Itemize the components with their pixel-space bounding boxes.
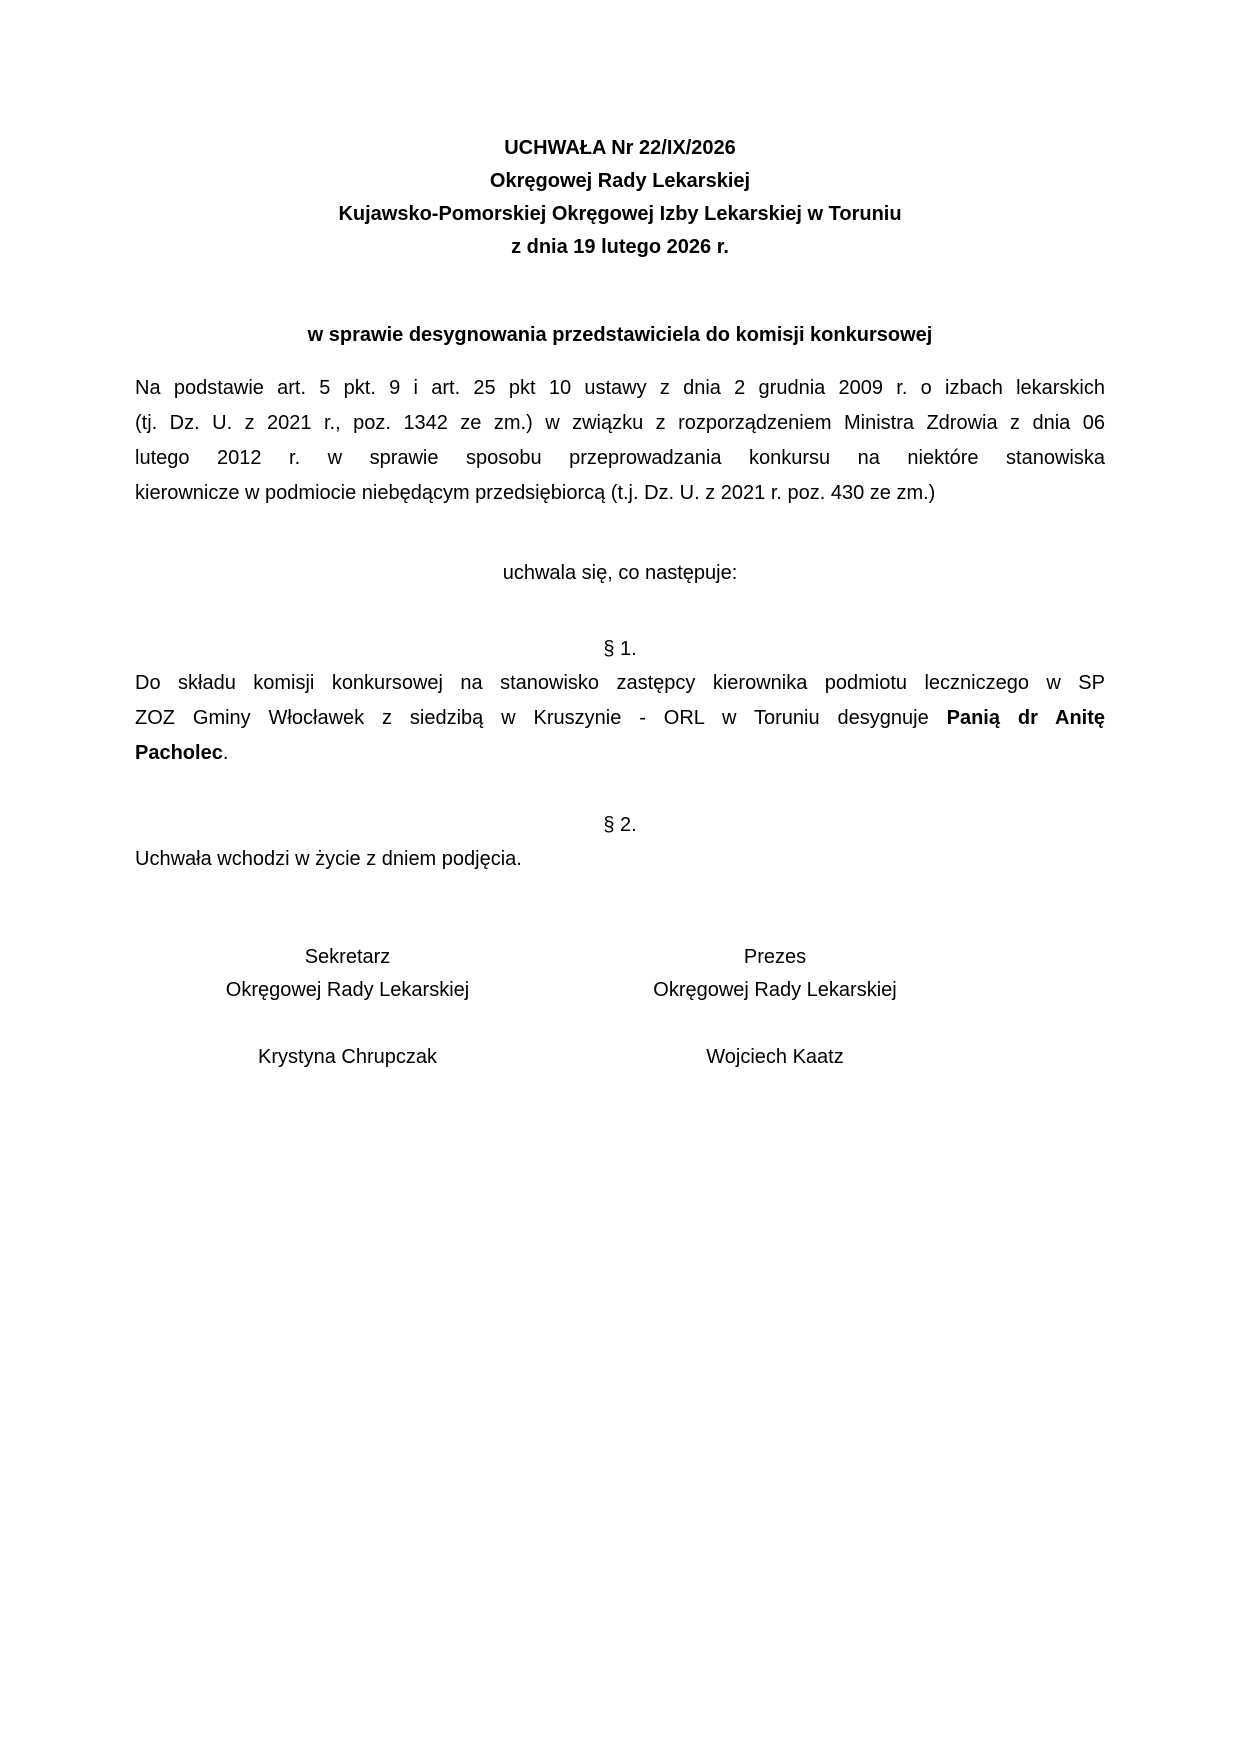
- signature-left-role-title: Sekretarz: [304, 946, 391, 968]
- signature-left: [135, 941, 560, 1074]
- title-issuing-body: Okręgowej Rady Lekarskiej: [489, 170, 751, 192]
- section-1-paragraph: [135, 666, 1105, 771]
- section-1-line: Do składu komisji konkursowej na stanowisko zastępcy kierownika podmiotu leczniczego w SP: [135, 672, 1105, 694]
- section-1-mark: § 1.: [603, 638, 637, 660]
- signature-right-name: Wojciech Kaatz: [706, 1046, 844, 1068]
- signature-right: [560, 941, 990, 1074]
- enacting-clause: uchwala się, co następuje:: [502, 562, 738, 584]
- designee-name-part2: Pacholec: [135, 742, 223, 764]
- signature-block: [135, 941, 1105, 1074]
- signature-left-name: Krystyna Chrupczak: [258, 1046, 437, 1068]
- signature-left-role-org: Okręgowej Rady Lekarskiej: [225, 979, 470, 1001]
- legal-basis-line: (tj. Dz. U. z 2021 r., poz. 1342 ze zm.) w związku z rozporządzeniem Ministra Zdrowia z dnia 06: [135, 412, 1105, 434]
- legal-basis-line: Na podstawie art. 5 pkt. 9 i art. 25 pkt 10 ustawy z dnia 2 grudnia 2009 r. o izbach lekarskich: [135, 377, 1105, 399]
- section-1-line3-suffix: .: [222, 742, 229, 764]
- section-2-mark: § 2.: [603, 814, 637, 836]
- section-1-line: [135, 736, 1105, 771]
- title-date: z dnia 19 lutego 2026 r.: [511, 236, 729, 258]
- legal-basis-line: kierownicze w podmiocie niebędącym przedsiębiorcą (t.j. Dz. U. z 2021 r. poz. 430 ze zm.): [135, 482, 936, 504]
- legal-basis-paragraph: [135, 371, 1105, 511]
- legal-basis-line: lutego 2012 r. w sprawie sposobu przeprowadzania konkursu na niektóre stanowiska: [135, 447, 1105, 469]
- title-resolution-number: UCHWAŁA Nr 22/IX/2026: [504, 137, 736, 159]
- section-2-paragraph: Uchwała wchodzi w życie z dniem podjęcia.: [135, 848, 522, 870]
- designee-name-part1: Panią dr Anitę: [946, 707, 1106, 729]
- document-title: [135, 132, 1105, 264]
- signature-right-role-title: Prezes: [743, 946, 807, 968]
- section-1-line2-normal: ZOZ Gminy Włocławek z siedzibą w Kruszynie - ORL w Toruniu desygnuje: [135, 707, 929, 729]
- title-chamber-name: Kujawsko-Pomorskiej Okręgowej Izby Lekarskiej w Toruniu: [338, 203, 902, 225]
- section-1-line: [135, 701, 1105, 736]
- signature-right-role-org: Okręgowej Rady Lekarskiej: [653, 979, 897, 1001]
- document-subject: w sprawie desygnowania przedstawiciela do komisji konkursowej: [307, 324, 933, 346]
